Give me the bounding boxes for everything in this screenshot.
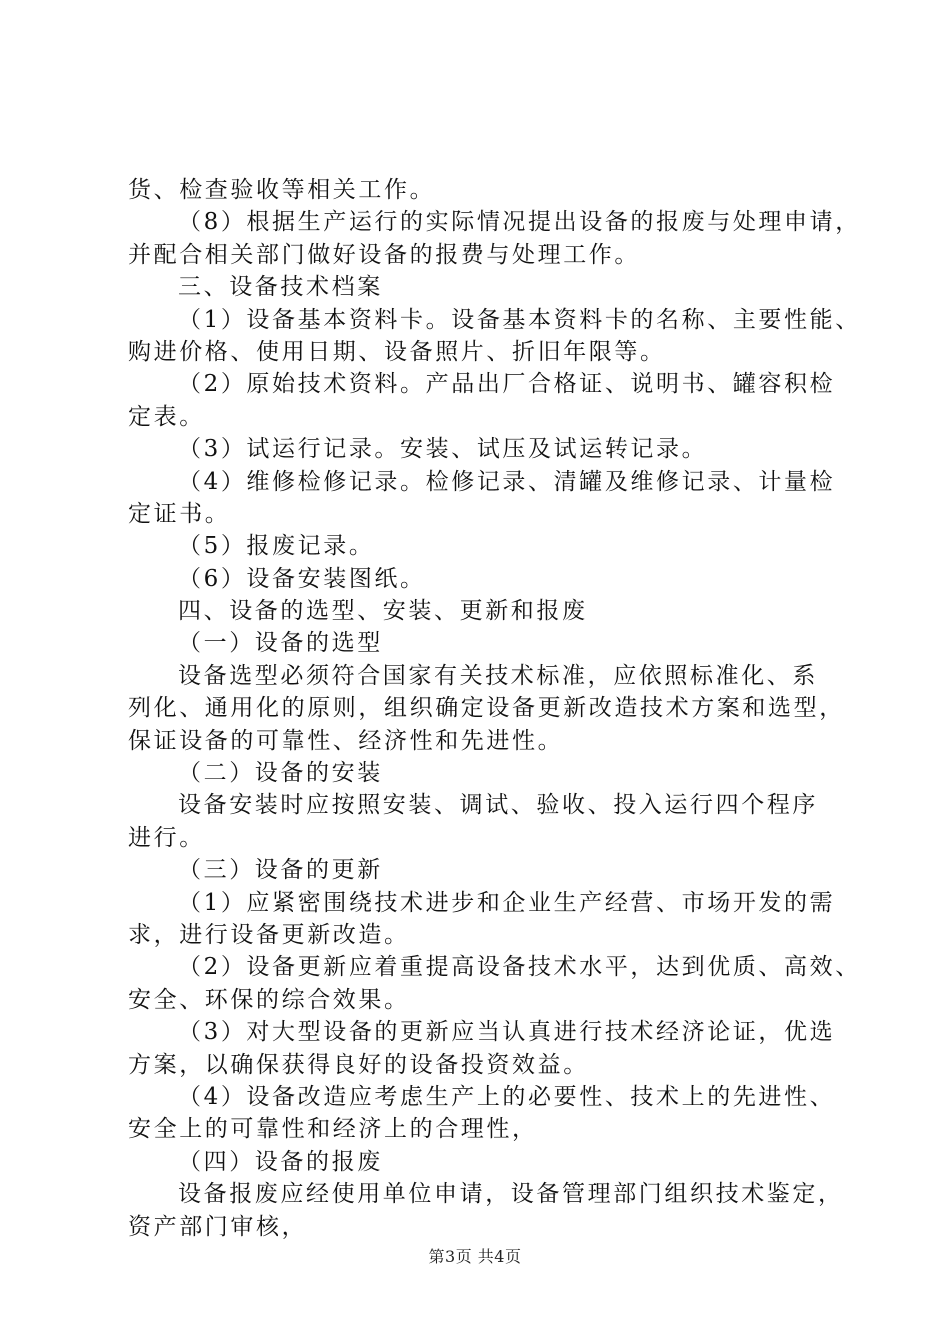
text-line: （四）设备的报废: [178, 1148, 383, 1175]
text-line: 列化、通用化的原则，组织确定设备更新改造技术方案和选型，: [128, 695, 845, 722]
document-body: [128, 174, 861, 1243]
text-line: 三、设备技术档案: [178, 274, 383, 301]
text-line: 定证书。: [128, 500, 231, 527]
text-line: （2）原始技术资料。产品出厂合格证、说明书、罐容积检: [178, 371, 836, 398]
text-line: （4）设备改造应考虑生产上的必要性、技术上的先进性、: [178, 1083, 836, 1110]
text-line: 求，进行设备更新改造。: [128, 921, 410, 948]
text-line: （4）维修检修记录。检修记录、清罐及维修记录、计量检: [178, 468, 836, 495]
text-line: （2）设备更新应着重提高设备技术水平，达到优质、高效、: [178, 954, 861, 981]
text-line: 设备安装时应按照安装、调试、验收、投入运行四个程序: [178, 792, 818, 819]
text-line: 安全、环保的综合效果。: [128, 986, 410, 1013]
text-line: （3）对大型设备的更新应当认真进行技术经济论证，优选: [178, 1019, 836, 1046]
text-line: 设备选型必须符合国家有关技术标准，应依照标准化、系: [178, 662, 818, 689]
text-line: 资产部门审核，: [128, 1213, 308, 1240]
text-line: （三）设备的更新: [178, 857, 383, 884]
text-line: 货、检查验收等相关工作。: [128, 177, 436, 203]
text-line: 定表。: [128, 403, 205, 430]
text-line: 安全上的可靠性和经济上的合理性，: [128, 1116, 538, 1143]
text-line: 保证设备的可靠性、经济性和先进性。: [128, 727, 564, 754]
text-line: 方案，以确保获得良好的设备投资效益。: [128, 1051, 589, 1078]
text-line: 并配合相关部门做好设备的报费与处理工作。: [128, 241, 640, 268]
text-line: （一）设备的选型: [178, 630, 383, 657]
text-line: 购进价格、使用日期、设备照片、折旧年限等。: [128, 338, 666, 365]
text-line: （1）应紧密围绕技术进步和企业生产经营、市场开发的需: [178, 889, 836, 916]
text-line: 设备报废应经使用单位申请，设备管理部门组织技术鉴定，: [178, 1181, 844, 1208]
text-line: （二）设备的安装: [178, 760, 383, 787]
text-line: （6）设备安装图纸。: [178, 565, 426, 592]
text-line: 四、设备的选型、安装、更新和报废: [178, 598, 588, 625]
text-line: 进行。: [128, 824, 205, 851]
text-line: （3）试运行记录。安装、试压及试运转记录。: [178, 436, 708, 463]
text-line: （8）根据生产运行的实际情况提出设备的报废与处理申请，: [178, 209, 861, 236]
text-line: （5）报废记录。: [178, 533, 375, 560]
text-line: （1）设备基本资料卡。设备基本资料卡的名称、主要性能、: [178, 306, 861, 333]
page-footer: 第3页 共4页: [428, 1247, 522, 1266]
